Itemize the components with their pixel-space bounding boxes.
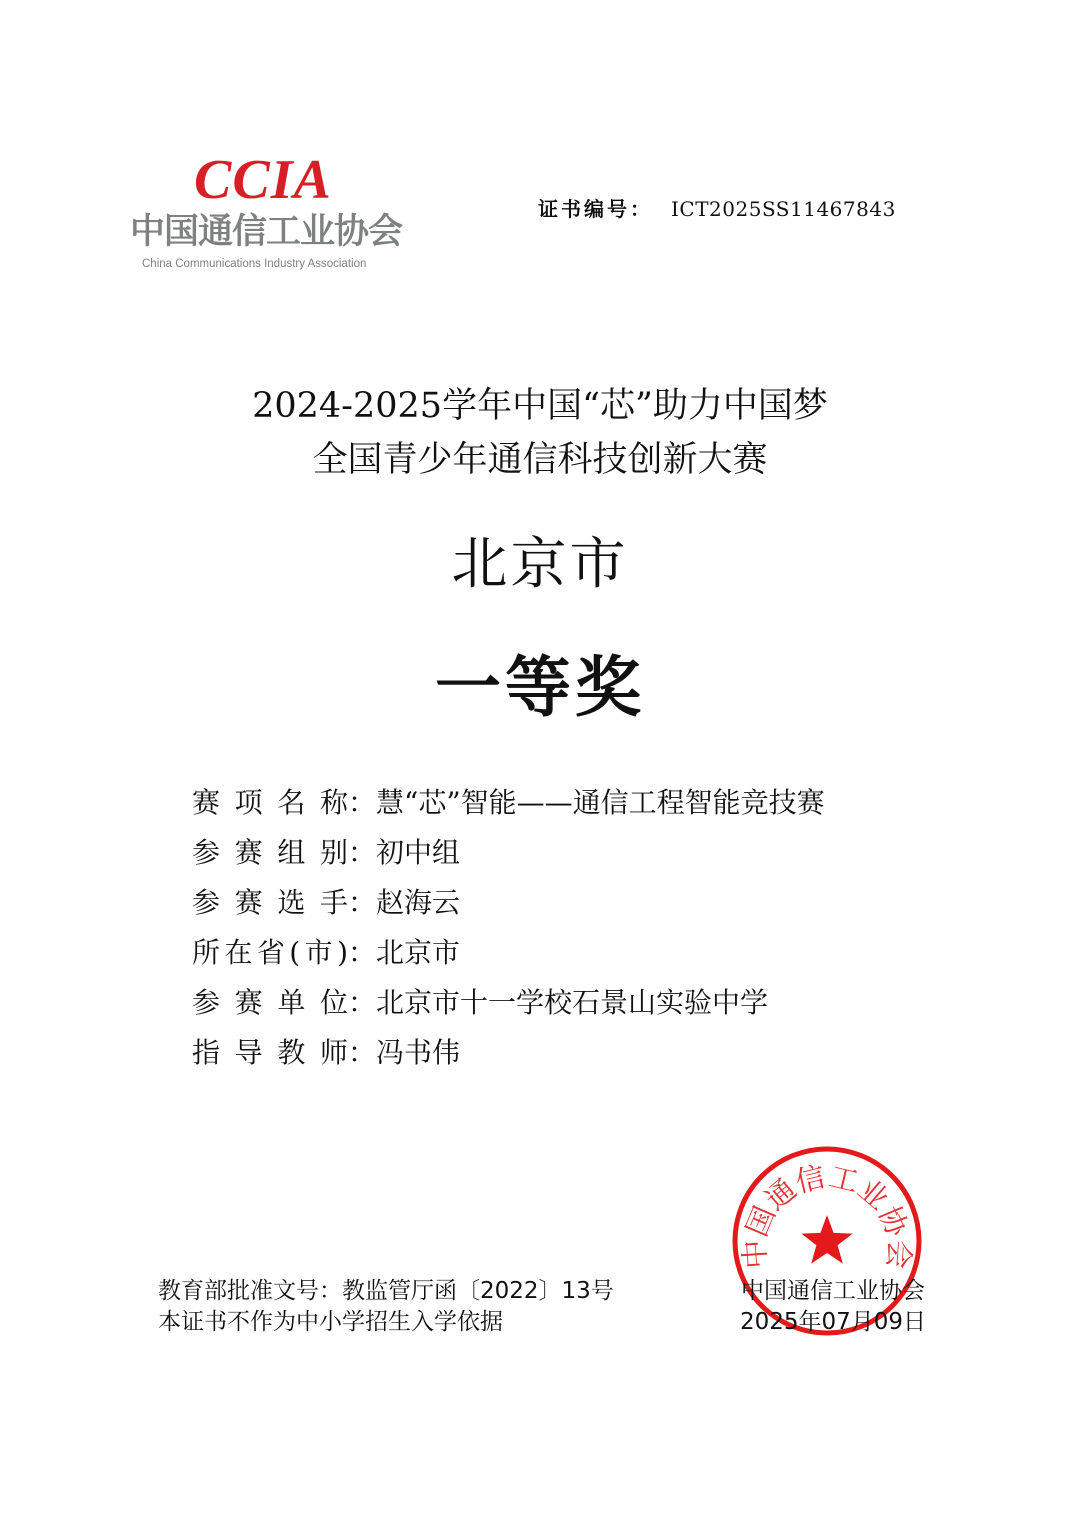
- ccia-logo: [128, 149, 403, 275]
- detail-row-organization: [192, 976, 1012, 1026]
- detail-row-province: [192, 926, 1012, 976]
- detail-colon: ：: [348, 1036, 377, 1069]
- detail-label: 赛项名称: [192, 786, 348, 819]
- detail-label: 参赛组别: [192, 836, 348, 869]
- logo-name-en: China Communications Industry Association: [142, 258, 367, 270]
- detail-label: 所在省(市): [192, 936, 348, 969]
- competition-title-line1: 2024-2025学年中国“芯”助力中国梦: [252, 386, 828, 426]
- issuer-block: [728, 1276, 938, 1338]
- issue-date: 2025年07月09日: [739, 1309, 927, 1335]
- issuer-name: 中国通信工业协会: [741, 1278, 925, 1304]
- star-icon: [801, 1215, 852, 1264]
- detail-row-event: [192, 776, 1012, 826]
- detail-value: 北京市: [376, 936, 461, 969]
- award-heading: 一等奖: [435, 648, 645, 726]
- detail-label: 参赛选手: [192, 886, 348, 919]
- approval-number: 教育部批准文号：教监管厅函〔2022〕13号: [158, 1278, 614, 1304]
- detail-value: 北京市十一学校石景山实验中学: [376, 986, 769, 1019]
- detail-label: 参赛单位: [192, 986, 348, 1019]
- detail-label: 指导教师: [192, 1036, 348, 1069]
- detail-colon: ：: [348, 936, 377, 969]
- certificate-number: [538, 196, 896, 222]
- detail-row-teacher: [192, 1026, 1012, 1076]
- detail-colon: ：: [348, 836, 377, 869]
- logo-name-cn: 中国通信工业协会: [130, 212, 403, 252]
- detail-colon: ：: [348, 886, 377, 919]
- detail-row-group: [192, 826, 1012, 876]
- detail-row-contestant: [192, 876, 1012, 926]
- certificate-number-value: ICT2025SS11467843: [671, 197, 896, 221]
- region-heading: 北京市: [451, 532, 629, 597]
- detail-value: 赵海云: [376, 886, 461, 919]
- detail-value: 冯书伟: [376, 1036, 461, 1069]
- footer-notes: [158, 1276, 614, 1338]
- detail-colon: ：: [348, 786, 377, 819]
- certificate-number-label: 证书编号：: [538, 197, 653, 221]
- admission-disclaimer: 本证书不作为中小学招生入学依据: [158, 1309, 503, 1335]
- seal-ring-text: 中国通信工业协会: [737, 1159, 917, 1270]
- detail-value: 初中组: [376, 836, 461, 869]
- competition-title-line2: 全国青少年通信科技创新大赛: [312, 440, 768, 480]
- detail-colon: ：: [348, 986, 377, 1019]
- details-list: [192, 776, 1012, 1076]
- logo-abbr: CCIA: [194, 149, 332, 211]
- detail-value: 慧“芯”智能——通信工程智能竞技赛: [376, 786, 825, 819]
